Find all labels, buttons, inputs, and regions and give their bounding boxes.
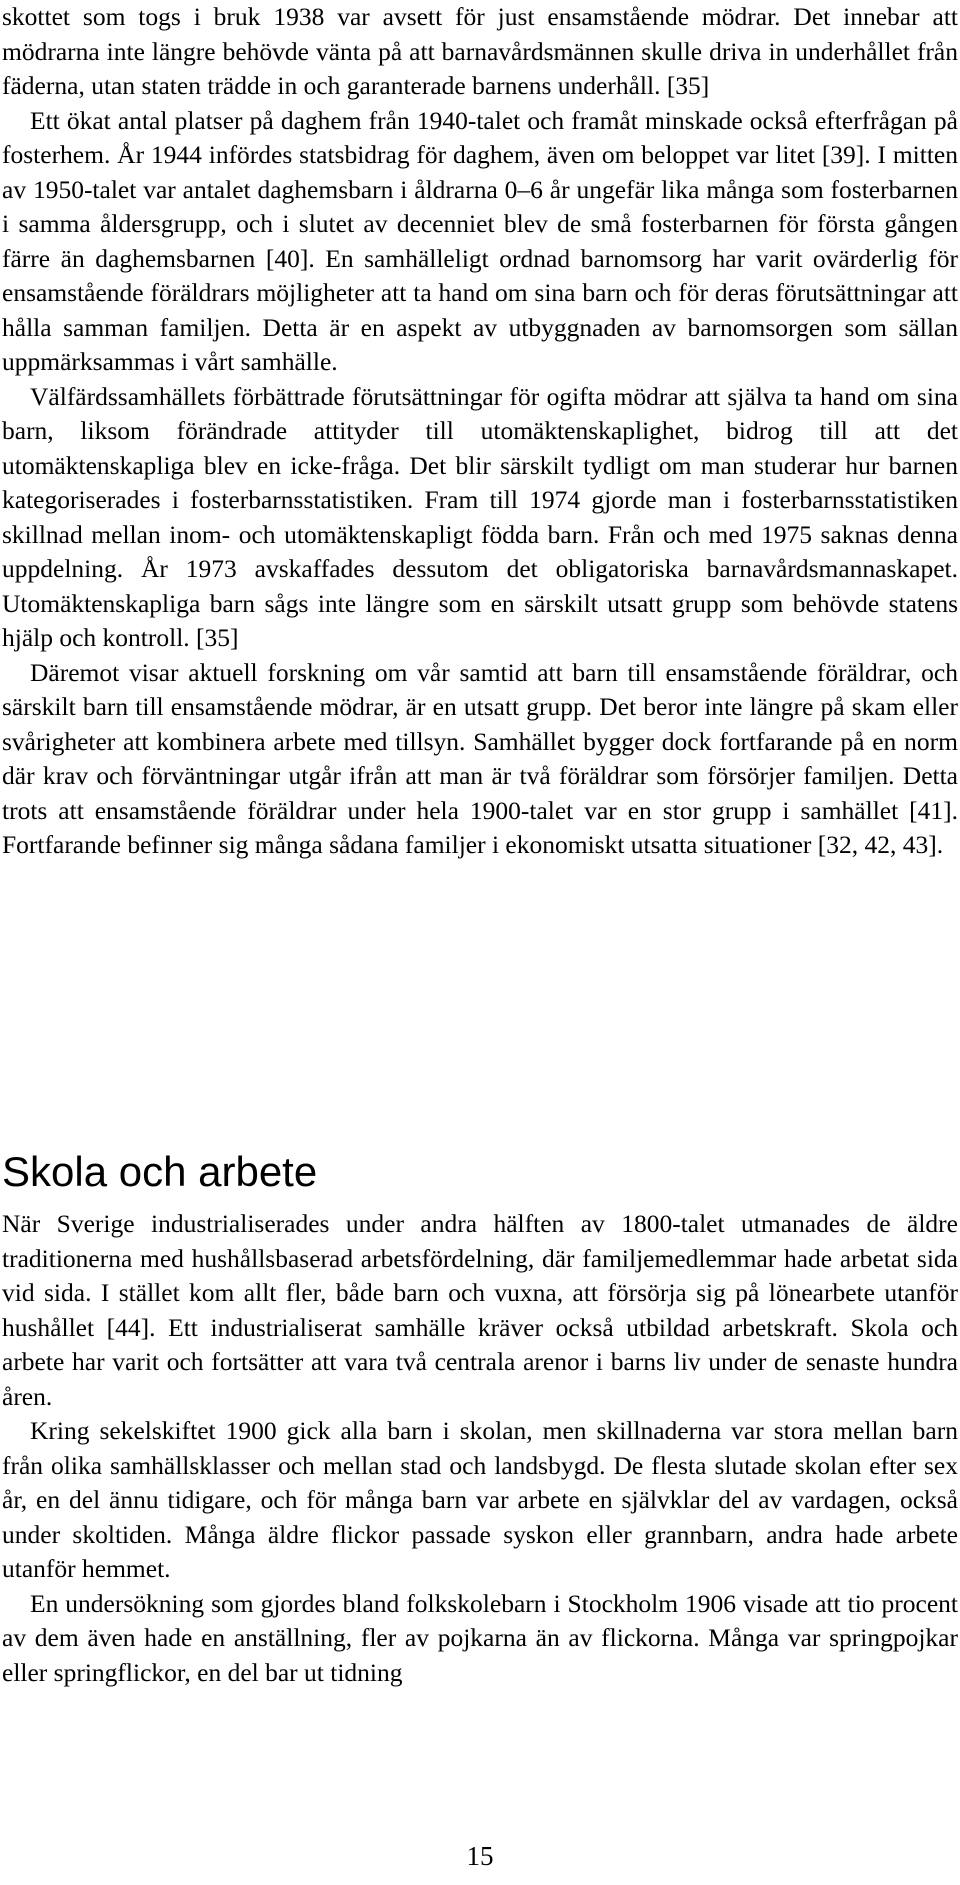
paragraph: Ett ökat antal platser på daghem från 1940-talet och framåt minskade också efterfrågan på fosterhem. År 1944 infördes statsbidrag för daghem, även om beloppet var litet [39]. I mitten av 1950-talet var antalet daghemsbarn i åldrarna 0–6 år ungefär lika många som fosterbarnen i samma åldersgrupp, och i slutet av decenniet blev de små fosterbarnen för första gången färre än daghemsbarnen [40]. En samhälleligt ordnad barnomsorg har varit ovärderlig för ensamstående föräldrars möjligheter att ta hand om sina barn och för deras förutsättningar att hålla samman familjen. Detta är en aspekt av utbyggnaden av barnomsorgen som sällan uppmärksammas i vårt samhälle. [2,105,958,376]
paragraph: När Sverige industrialiserades under andra hälften av 1800-talet utmanades de äldre traditionerna med hushållsbaserad arbetsfördelning, där familjemedlemmar hade arbetat sida vid sida. I stället kom allt fler, både barn och vuxna, att försörja sig på lönearbete utanför hushållet [44]. Ett industrialiserat samhälle kräver också utbildad arbetskraft. Skola och arbete har varit och fortsätter att vara två centrala arenor i barns liv under de senaste hundra åren. [2,1209,958,1411]
paragraph: En undersökning som gjordes bland folkskolebarn i Stockholm 1906 visade att tio procent av dem även hade en anställning, fler av pojkarna än av flickorna. Många var springpojkar eller springflickor, en del bar ut tidning [2,1588,958,1687]
paragraph: Kring sekelskiftet 1900 gick alla barn i skolan, men skillnaderna var stora mellan barn från olika samhällsklasser och mellan stad och landsbygd. De flesta slutade skolan efter sex år, en del ännu tidigare, och för många barn var arbete en självklar del av vardagen, också under skoltiden. Många äldre flickor passade syskon eller grannbarn, andra hade arbete utanför hemmet. [2,1416,958,1583]
page-number: 15 [466,1841,494,1871]
section-heading: Skola och arbete [2,1148,318,1195]
paragraph: skottet som togs i bruk 1938 var avsett för just ensamstående mödrar. Det innebar att mödrarna inte längre behövde vänta på att barnavårdsmännen skulle driva in underhållet från fäderna, utan staten trädde in och garanterade barnens underhåll. [35] [2,2,958,100]
paragraph: Däremot visar aktuell forskning om vår samtid att barn till ensamstående föräldrar, och särskilt barn till ensamstående mödrar, är en utsatt grupp. Det beror inte längre på skam eller svårigheter att kombinera arbete med tillsyn. Samhället bygger dock fortfarande på en norm där krav och förväntningar utgår ifrån att man är två föräldrar som försörjer familjen. Detta trots att ensamstående föräldrar under hela 1900-talet var en stor grupp i samhället [41]. Fortfarande befinner sig många sådana familjer i ekonomiskt utsatta situationer [32, 42, 43]. [2,657,958,859]
body-text-section-one [2,0,958,863]
body-text-section-two [2,1207,958,1690]
paragraph: Välfärdssamhällets förbättrade förutsättningar för ogifta mödrar att själva ta hand om sina barn, liksom förändrade attityder till utomäktenskaplighet, bidrog till att det utomäktenskapliga blev en icke-fråga. Det blir särskilt tydligt om man studerar hur barnen kategoriserades i fosterbarnsstatistiken. Fram till 1974 gjorde man i fosterbarnsstatistiken skillnad mellan inom- och utomäktenskapligt födda barn. Från och med 1975 saknas denna uppdelning. År 1973 avskaffades dessutom det obligatoriska barnavårdsmannaskapet. Utomäktenskapliga barn sågs inte längre som en särskilt utsatt grupp som behövde statens hjälp och kontroll. [35] [2,381,958,652]
